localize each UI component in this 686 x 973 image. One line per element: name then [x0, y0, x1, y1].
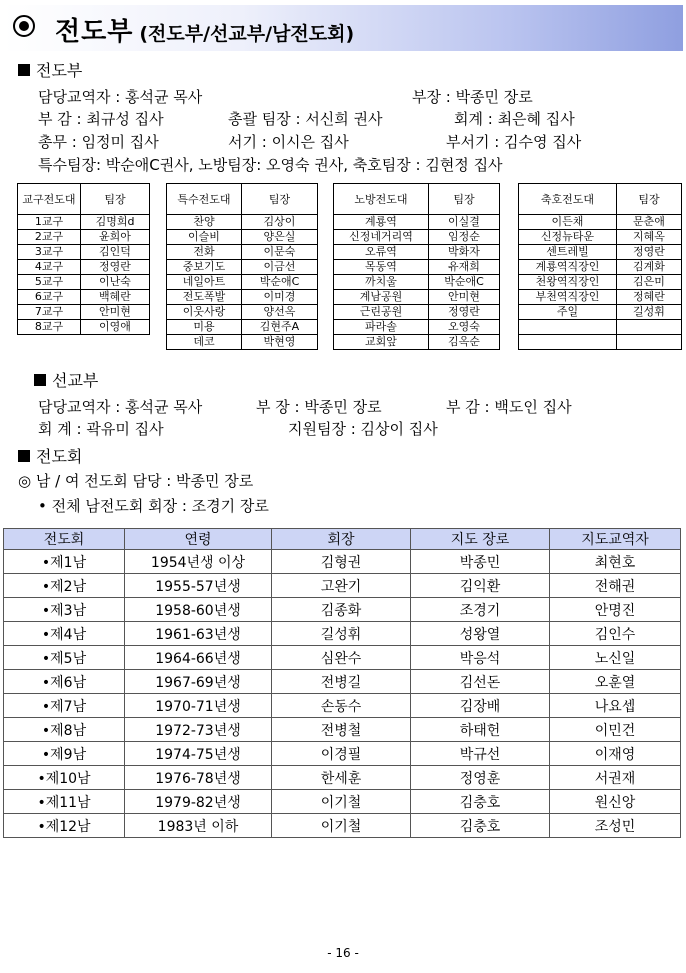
cell: 신정네거리역	[334, 230, 429, 245]
table-cell: 나요셉	[550, 694, 681, 718]
header-cell: 팀장	[429, 184, 500, 215]
jeondobu-line-1b: 부장 : 박종민 장로	[412, 88, 533, 106]
table-cell: 1970-71년생	[125, 694, 272, 718]
page-subtitle: (전도부/선교부/남전도회)	[139, 23, 355, 45]
table-cell: 한세훈	[272, 766, 411, 790]
table-row	[4, 814, 681, 838]
cell: 이영애	[81, 320, 150, 335]
cell: 임정순	[429, 230, 500, 245]
cell: 박순애C	[242, 275, 318, 290]
cell: 중보기도	[167, 260, 242, 275]
header-cell: 연령	[125, 529, 272, 550]
table-cell: 서권재	[550, 766, 681, 790]
cell: 전화	[167, 245, 242, 260]
header-cell: 특수전도대	[167, 184, 242, 215]
cell: 길성휘	[617, 305, 682, 320]
cell: 목동역	[334, 260, 429, 275]
square-bullet-icon	[18, 64, 30, 76]
table-cell: 김충호	[411, 790, 550, 814]
table-row	[4, 646, 681, 670]
namjeondohoe-table	[3, 528, 681, 838]
cell: 정영란	[429, 305, 500, 320]
table-row	[4, 742, 681, 766]
header-cell: 팀장	[617, 184, 682, 215]
table-row	[4, 550, 681, 574]
jeondobu-line-3c: 부서기 : 김수영 집사	[446, 133, 582, 151]
cell: 주일	[519, 305, 617, 320]
table-cell: •제11남	[4, 790, 125, 814]
table-cell: 심완수	[272, 646, 411, 670]
table-cell: 오훈열	[550, 670, 681, 694]
table-row	[4, 670, 681, 694]
table-cell: 1954년생 이상	[125, 550, 272, 574]
president-text: 전체 남전도회 회장 : 조경기 장로	[51, 497, 269, 515]
cell: 안미현	[81, 305, 150, 320]
jeondobu-line-3b: 서기 : 이시은 집사	[228, 133, 349, 151]
table-row	[4, 790, 681, 814]
table-cell: 이기철	[272, 814, 411, 838]
table-cell: 1974-75년생	[125, 742, 272, 766]
header-cell: 팀장	[242, 184, 318, 215]
cell: 네일아트	[167, 275, 242, 290]
table-cell: 이재영	[550, 742, 681, 766]
header-cell: 노방전도대	[334, 184, 429, 215]
cell: 찬양	[167, 215, 242, 230]
table-cell: 노신일	[550, 646, 681, 670]
cell: 문춘애	[617, 215, 682, 230]
table-row	[4, 694, 681, 718]
cell: 5교구	[18, 275, 81, 290]
table-cell: 원신앙	[550, 790, 681, 814]
cell: 이웃사랑	[167, 305, 242, 320]
table-cell: 길성휘	[272, 622, 411, 646]
header-cell: 회장	[272, 529, 411, 550]
header-cell: 지도 장로	[411, 529, 550, 550]
table-cell: 1955-57년생	[125, 574, 272, 598]
dot-bullet-icon: •	[38, 497, 47, 515]
cell: 3교구	[18, 245, 81, 260]
table-cell: •제1남	[4, 550, 125, 574]
cell: 이문숙	[242, 245, 318, 260]
cell: 7교구	[18, 305, 81, 320]
cell: 미용	[167, 320, 242, 335]
cell: 박순애C	[429, 275, 500, 290]
cell: 박화자	[429, 245, 500, 260]
cell: 윤희아	[81, 230, 150, 245]
cell: 파라솔	[334, 320, 429, 335]
table-row	[4, 766, 681, 790]
table-cell: •제8남	[4, 718, 125, 742]
cell: 천왕역직장인	[519, 275, 617, 290]
table-cell: 1967-69년생	[125, 670, 272, 694]
cell: 백혜란	[81, 290, 150, 305]
cell: 김명희d	[81, 215, 150, 230]
cell: 김인덕	[81, 245, 150, 260]
page-number: - 16 -	[327, 946, 359, 960]
table-cell: 김종화	[272, 598, 411, 622]
square-bullet-icon	[18, 450, 30, 462]
table-cell: 성왕열	[411, 622, 550, 646]
table-cell: •제6남	[4, 670, 125, 694]
table-cell: 김형권	[272, 550, 411, 574]
header-cell: 축호전도대	[519, 184, 617, 215]
cell: 데코	[167, 335, 242, 350]
cell	[519, 320, 617, 335]
table-cell: 하태헌	[411, 718, 550, 742]
cell: 부천역직장인	[519, 290, 617, 305]
cell: 이든채	[519, 215, 617, 230]
cell: 6교구	[18, 290, 81, 305]
header-cell: 지도교역자	[550, 529, 681, 550]
cell: 센트레빌	[519, 245, 617, 260]
cell: 교회앞	[334, 335, 429, 350]
cell: 이난숙	[81, 275, 150, 290]
table-cell: •제3남	[4, 598, 125, 622]
seongyobu-line-1a: 담당교역자 : 홍석균 목사	[38, 398, 203, 416]
cell: 이슬비	[167, 230, 242, 245]
table-cell: 조경기	[411, 598, 550, 622]
table-cell: •제4남	[4, 622, 125, 646]
seongyobu-line-2a: 회 계 : 곽유미 집사	[38, 420, 164, 438]
table-row	[4, 598, 681, 622]
jeondobu-line-2b: 총괄 팀장 : 서신희 권사	[228, 110, 383, 128]
seongyobu-line-1c: 부 감 : 백도인 집사	[446, 398, 572, 416]
table-cell: 박규선	[411, 742, 550, 766]
cell: 계룡역	[334, 215, 429, 230]
circle-bullet-icon: ◎	[18, 472, 32, 490]
table-cell: 손동수	[272, 694, 411, 718]
table-teuksu	[166, 183, 318, 350]
table-cell: 김충호	[411, 814, 550, 838]
cell: 계룡역직장인	[519, 260, 617, 275]
cell: 오류역	[334, 245, 429, 260]
cell: 정영란	[617, 245, 682, 260]
table-cell: 1983년 이하	[125, 814, 272, 838]
cell: 이미경	[242, 290, 318, 305]
seongyobu-line-2b: 지원팀장 : 김상이 집사	[288, 420, 438, 438]
table-cell: 전병철	[272, 718, 411, 742]
title-banner	[3, 5, 683, 51]
table-cell: •제12남	[4, 814, 125, 838]
table-cell: 1979-82년생	[125, 790, 272, 814]
cell: 지혜옥	[617, 230, 682, 245]
table-cell: 김익환	[411, 574, 550, 598]
table-cell: •제9남	[4, 742, 125, 766]
jeondobu-line-1a: 담당교역자 : 홍석균 목사	[38, 88, 203, 106]
cell: 정혜란	[617, 290, 682, 305]
header-cell: 전도회	[4, 529, 125, 550]
table-nobang	[333, 183, 500, 350]
square-bullet-icon	[34, 374, 46, 386]
table-cell: 최현호	[550, 550, 681, 574]
seongyobu-line-1b: 부 장 : 박종민 장로	[256, 398, 382, 416]
table-cell: 1972-73년생	[125, 718, 272, 742]
jeondobu-line-3a: 총무 : 임정미 집사	[38, 133, 159, 151]
section-heading-jeondohoe: 전도회	[18, 444, 82, 467]
table-cell: 이민건	[550, 718, 681, 742]
table-cell: 1964-66년생	[125, 646, 272, 670]
cell: 근린공원	[334, 305, 429, 320]
cell: 까치울	[334, 275, 429, 290]
table-cell: 전병길	[272, 670, 411, 694]
table-row	[4, 718, 681, 742]
table-cell: 조성민	[550, 814, 681, 838]
table-cell: 김장배	[411, 694, 550, 718]
section-heading-seongyobu: 선교부	[34, 368, 98, 391]
cell: 이금선	[242, 260, 318, 275]
cell: 이실결	[429, 215, 500, 230]
table-cell: 전해권	[550, 574, 681, 598]
jeondobu-line-4: 특수팀장: 박순애C권사, 노방팀장: 오영숙 권사, 축호팀장 : 김현정 집사	[38, 156, 503, 174]
cell: 안미현	[429, 290, 500, 305]
cell: 1교구	[18, 215, 81, 230]
cell: 김은미	[617, 275, 682, 290]
header-cell: 팀장	[81, 184, 150, 215]
manager-line	[18, 470, 253, 491]
jeondobu-line-2a: 부 감 : 최규성 집사	[38, 110, 164, 128]
cell: 8교구	[18, 320, 81, 335]
cell: 2교구	[18, 230, 81, 245]
jeondobu-line-2c: 회계 : 최은혜 집사	[454, 110, 575, 128]
table-cell: 고완기	[272, 574, 411, 598]
cell	[519, 335, 617, 350]
cell: 김상이	[242, 215, 318, 230]
cell: 4교구	[18, 260, 81, 275]
cell: 전도폭발	[167, 290, 242, 305]
table-cell: 1976-78년생	[125, 766, 272, 790]
table-cell: 이경필	[272, 742, 411, 766]
section-heading-jeondobu: 전도부	[18, 58, 82, 81]
cell: 김현주A	[242, 320, 318, 335]
bullseye-icon	[13, 15, 35, 37]
cell: 신정뉴타운	[519, 230, 617, 245]
cell: 박현영	[242, 335, 318, 350]
table-cell: •제10남	[4, 766, 125, 790]
table-chukho	[518, 183, 682, 350]
cell: 김옥순	[429, 335, 500, 350]
table-cell: 박응석	[411, 646, 550, 670]
table-gyogu	[17, 183, 150, 335]
table-cell: 박종민	[411, 550, 550, 574]
table-cell: •제5남	[4, 646, 125, 670]
table-cell: 김선돈	[411, 670, 550, 694]
manager-text: 남 / 여 전도회 담당 : 박종민 장로	[35, 472, 254, 490]
president-line	[38, 495, 269, 516]
table-cell: 정영훈	[411, 766, 550, 790]
table-row	[4, 574, 681, 598]
cell: 유재희	[429, 260, 500, 275]
header-cell: 교구전도대	[18, 184, 81, 215]
cell: 양선옥	[242, 305, 318, 320]
table-cell: 김인수	[550, 622, 681, 646]
table-cell: 1961-63년생	[125, 622, 272, 646]
cell: 계남공원	[334, 290, 429, 305]
table-cell: 1958-60년생	[125, 598, 272, 622]
table-row	[4, 622, 681, 646]
cell	[617, 335, 682, 350]
table-cell: 안명진	[550, 598, 681, 622]
cell	[617, 320, 682, 335]
table-cell: •제7남	[4, 694, 125, 718]
cell: 정영란	[81, 260, 150, 275]
cell: 김계화	[617, 260, 682, 275]
page-title: 전도부 (전도부/선교부/남전도회)	[55, 17, 355, 47]
table-cell: •제2남	[4, 574, 125, 598]
cell: 오영숙	[429, 320, 500, 335]
cell: 양은실	[242, 230, 318, 245]
table-cell: 이기철	[272, 790, 411, 814]
